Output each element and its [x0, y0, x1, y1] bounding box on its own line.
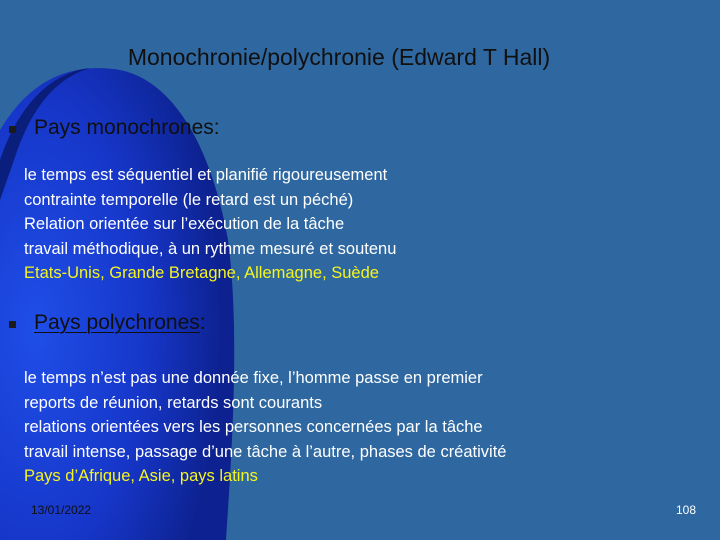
polychrones-list — [24, 366, 506, 489]
heading-monochrones-label: Pays monochrones — [34, 116, 214, 139]
heading-polychrones — [34, 311, 206, 335]
footer-page-number: 108 — [675, 503, 696, 517]
poly-countries-part2: pays latins — [175, 467, 258, 485]
poly-line-2: reports de réunion, retards sont courants — [24, 393, 323, 412]
heading-monochrones — [34, 116, 220, 140]
heading-monochrones-colon: : — [213, 116, 220, 139]
mono-line-3: Relation orientée sur l’exécution de la tâche — [24, 215, 345, 233]
mono-line-2: contrainte temporelle (le retard est un péché) — [24, 190, 354, 209]
mono-countries: Etats-Unis, Grande Bretagne, Allemagne, Suède — [24, 264, 379, 282]
bullet-square-icon — [9, 321, 16, 328]
poly-countries-part1: Pays d’Afrique, Asie, — [24, 467, 176, 485]
poly-line-4: travail intense, passage d’une tâche à l’autre, phases de créativité — [24, 442, 507, 461]
slide-title: Monochronie/polychronie (Edward T Hall) — [127, 44, 551, 70]
poly-line-3: relations orientées vers les personnes concernées par la tâche — [24, 418, 483, 436]
mono-line-4: travail méthodique, à un rythme mesuré et soutenu — [24, 239, 397, 258]
poly-countries — [24, 464, 506, 489]
bullet-square-icon — [9, 126, 16, 133]
heading-polychrones-colon: : — [199, 311, 206, 334]
monochrones-list — [24, 163, 396, 286]
mono-line-1: le temps est séquentiel et planifié rigoureusement — [24, 166, 388, 184]
heading-polychrones-label: Pays polychrones — [34, 311, 200, 334]
poly-line-1: le temps n’est pas une donnée fixe, l’homme passe en premier — [24, 369, 483, 387]
footer-date: 13/01/2022 — [31, 503, 92, 517]
